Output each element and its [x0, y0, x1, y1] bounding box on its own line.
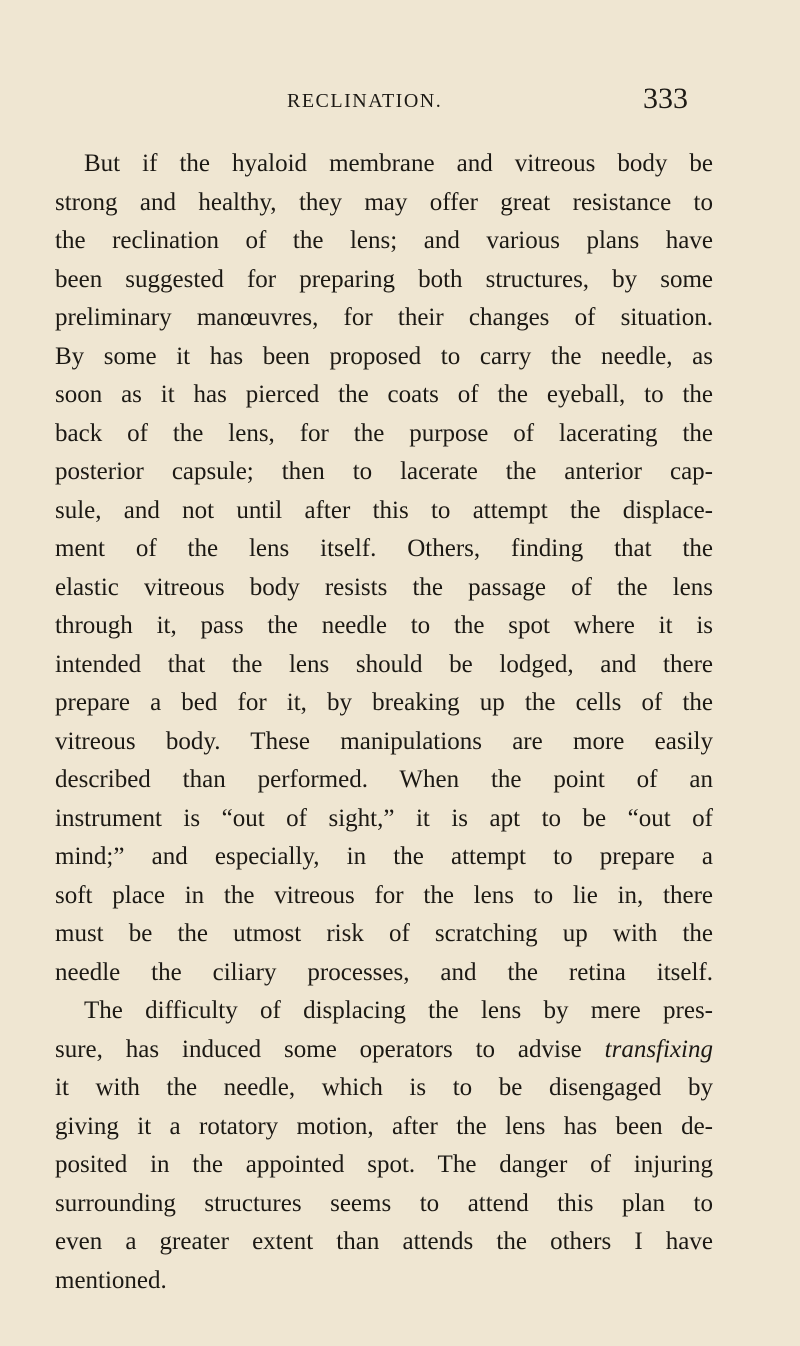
text-line: preliminary manœuvres, for their changes of situation.	[55, 304, 713, 331]
text-line: instrument is “out of sight,” it is apt to be “out of	[55, 804, 713, 832]
text-line: giving it a rotatory motion, after the lens has been de-	[55, 1112, 713, 1140]
text-line: sule, and not until after this to attempt the displace-	[55, 496, 713, 524]
text-line: mentioned.	[55, 1266, 167, 1294]
text-run: sure, has induced some operators to advise	[55, 1035, 605, 1063]
text-line: been suggested for preparing both structures, by some	[55, 265, 713, 293]
text-line: it with the needle, which is to be disengaged by	[55, 1074, 713, 1101]
text-line: soft place in the vitreous for the lens to lie in, there	[55, 881, 713, 909]
text-line: But if the hyaloid membrane and vitreous body be	[84, 150, 713, 177]
running-head	[0, 82, 800, 122]
body-text	[55, 145, 713, 1300]
text-line: intended that the lens should be lodged, and there	[55, 650, 713, 678]
text-line: The difficulty of displacing the lens by mere pres-	[84, 997, 713, 1024]
text-line: surrounding structures seems to attend this plan to	[55, 1189, 713, 1217]
text-line: must be the utmost risk of scratching up with the	[55, 920, 713, 947]
page-number: 333	[643, 82, 688, 115]
text-line: By some it has been proposed to carry the needle, as	[55, 342, 713, 370]
text-line: ment of the lens itself. Others, finding that the	[55, 535, 713, 562]
text-line: back of the lens, for the purpose of lacerating the	[55, 419, 713, 447]
running-title: RECLINATION.	[287, 90, 443, 112]
text-line: strong and healthy, they may offer great resistance to	[55, 188, 713, 216]
text-line: elastic vitreous body resists the passage of the lens	[55, 573, 713, 601]
text-line: posterior capsule; then to lacerate the anterior cap-	[55, 458, 713, 485]
text-line-with-italic	[55, 1031, 713, 1070]
text-line: through it, pass the needle to the spot where it is	[55, 612, 713, 639]
text-line: vitreous body. These manipulations are more easily	[55, 727, 713, 755]
text-line: needle the ciliary processes, and the retina itself.	[55, 958, 713, 986]
italic-term: transfixing	[604, 1035, 713, 1063]
text-line: mind;” and especially, in the attempt to prepare a	[55, 843, 713, 870]
text-line: even a greater extent than attends the others I have	[55, 1228, 713, 1255]
text-line: posited in the appointed spot. The danger of injuring	[55, 1151, 713, 1178]
text-line: prepare a bed for it, by breaking up the cells of the	[55, 689, 713, 716]
text-line: described than performed. When the point of an	[55, 766, 713, 793]
text-line: the reclination of the lens; and various plans have	[55, 227, 713, 254]
text-line: soon as it has pierced the coats of the eyeball, to the	[55, 381, 713, 408]
